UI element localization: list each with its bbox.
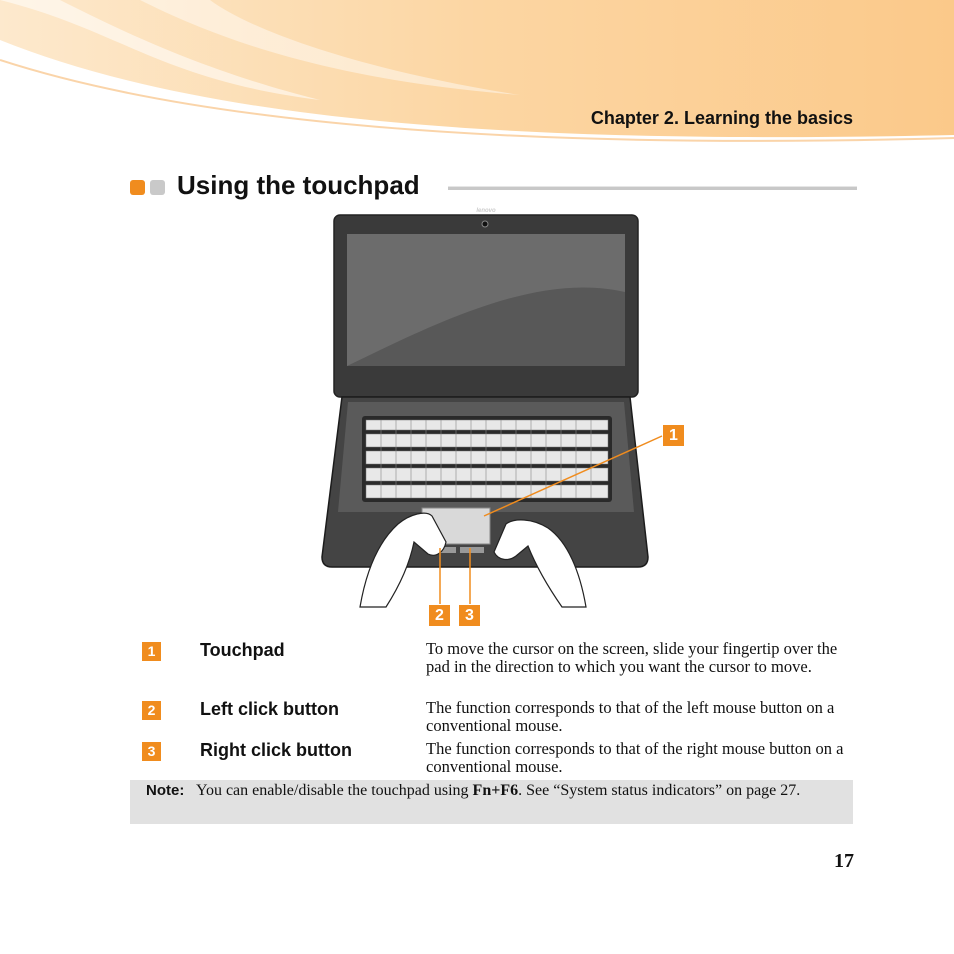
callout-2: 2 (429, 605, 450, 626)
page-number: 17 (834, 850, 854, 872)
section-heading (130, 170, 857, 206)
note-text (196, 782, 846, 800)
definition-term: Right click button (200, 740, 352, 760)
definition-term: Touchpad (200, 640, 285, 660)
note-text-after: . See “System status indicators” on page 27. (518, 782, 801, 799)
definition-description: To move the cursor on the screen, slide your fingertip over the pad in the direction to which you want the cursor to move. (426, 639, 838, 676)
note-label: Note: (146, 782, 185, 799)
heading-bullet-orange (130, 180, 145, 195)
definition-description: The function corresponds to that of the right mouse button on a conventional mouse. (426, 739, 844, 776)
definition-number: 1 (142, 642, 161, 661)
note-keys: Fn+F6 (472, 782, 519, 799)
chapter-title: Chapter 2. Learning the basics (590, 108, 853, 128)
laptop-illustration (318, 208, 694, 632)
note-text-before: You can enable/disable the touchpad using (196, 782, 473, 799)
callout-3: 3 (459, 605, 480, 626)
heading-bullet-gray (150, 180, 165, 195)
header-decoration (0, 0, 954, 160)
definition-description: The function corresponds to that of the left mouse button on a conventional mouse. (426, 698, 835, 735)
definition-number: 2 (142, 701, 161, 720)
heading-rule (448, 186, 857, 190)
definition-number: 3 (142, 742, 161, 761)
section-title: Using the touchpad (177, 170, 420, 200)
brand-logo: lenovo (476, 208, 496, 214)
note-box (130, 780, 853, 824)
definition-term: Left click button (200, 699, 339, 719)
callout-1: 1 (663, 425, 684, 446)
